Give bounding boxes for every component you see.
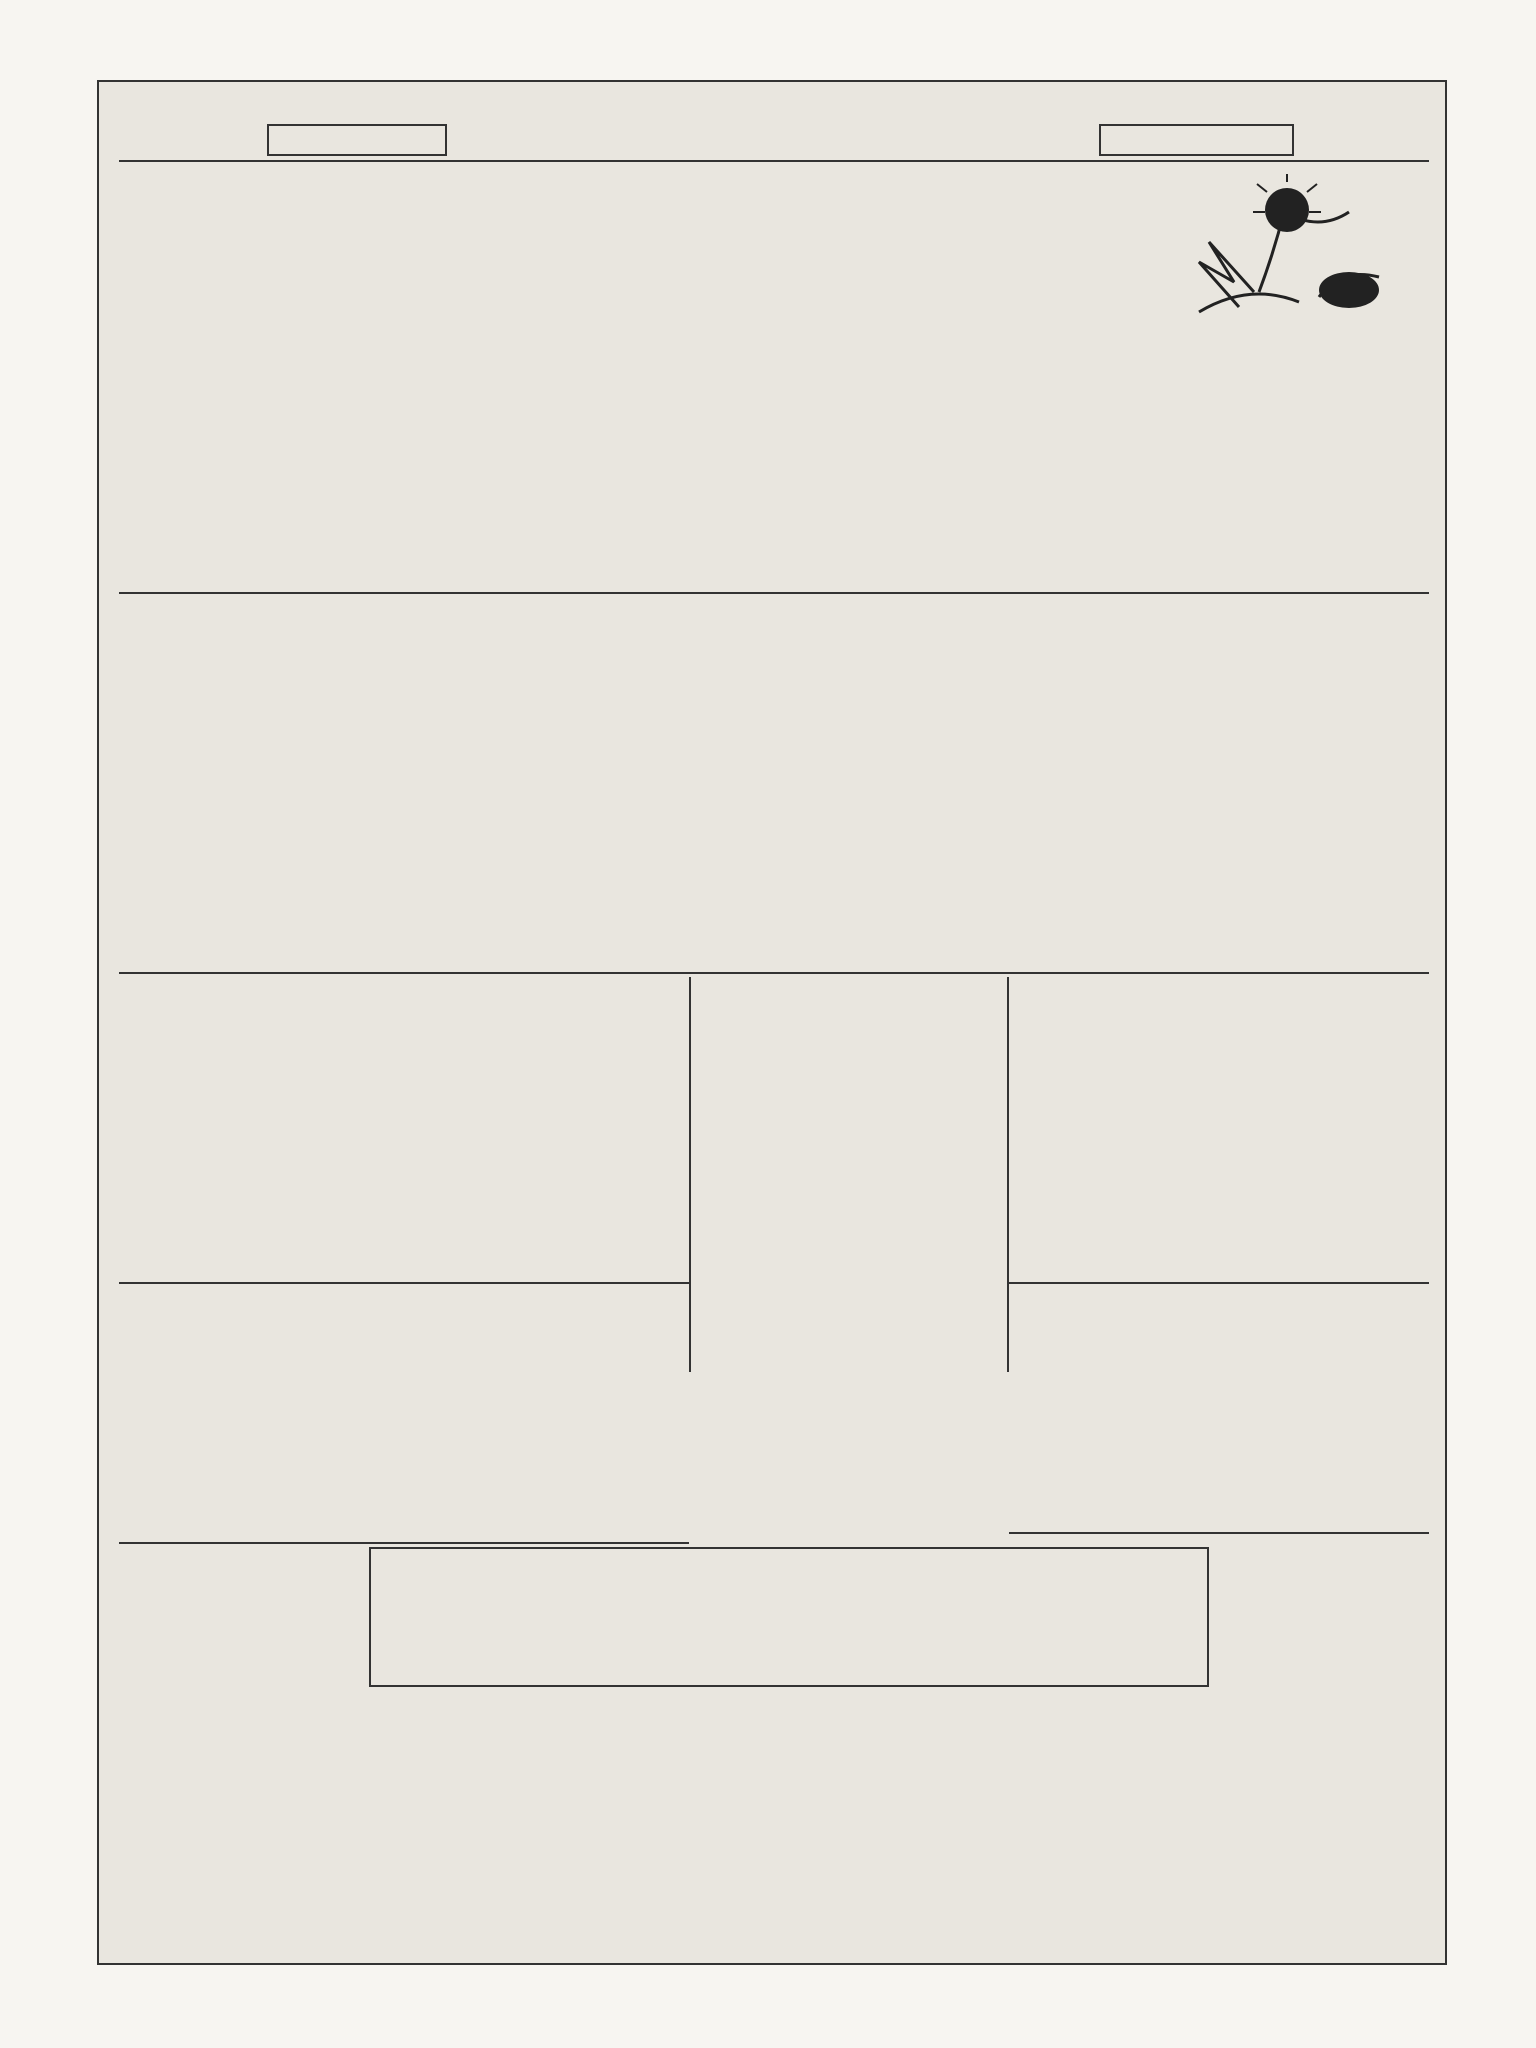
row-rule-2 [119, 972, 1429, 974]
graduation-col-1 [1009, 1287, 1109, 1527]
story-col-6 [1199, 597, 1419, 967]
kiko-col-1 [479, 977, 689, 1277]
story-cont-col-1 [1219, 977, 1419, 1277]
kiko-title [841, 1012, 931, 1362]
notes-col-3 [1214, 1537, 1339, 1717]
kanemasuya-title [1269, 1287, 1319, 1527]
graduation-title [1109, 1287, 1169, 1527]
story-col-4 [339, 172, 549, 587]
story-col-1 [939, 172, 1139, 587]
row-rule-3a [1009, 1282, 1429, 1284]
flower-illustration [1139, 172, 1419, 322]
story-col-8 [799, 597, 999, 967]
right-lower-col-5 [499, 1692, 659, 1932]
notes-col-1 [1329, 1287, 1419, 1487]
story-col-2 [739, 172, 939, 587]
banner-line-1 [371, 1559, 1209, 1609]
right-lower-col-2 [929, 1692, 1079, 1932]
kiko-col-5 [129, 1547, 369, 1727]
story-col-3 [549, 172, 739, 587]
right-lower-col-4 [659, 1692, 799, 1932]
story-col-11 [129, 597, 409, 967]
story-title [1219, 242, 1279, 562]
category-label-1 [1354, 332, 1402, 412]
row-rule-4b [119, 1542, 689, 1544]
notes-col-4 [1259, 1722, 1424, 1962]
category-label-2 [1299, 367, 1347, 447]
story-cont-col-2 [1019, 977, 1219, 1277]
kiko-col-3 [439, 1287, 689, 1537]
banner-line-2 [371, 1615, 1209, 1675]
story-col-9 [619, 597, 799, 967]
right-stamp [1099, 124, 1294, 156]
kiko-author [781, 1177, 815, 1367]
right-lower-col-3 [799, 1692, 929, 1932]
masthead-rule [119, 160, 1429, 162]
newspaper-page [97, 80, 1447, 1965]
notes-col-2 [1339, 1537, 1429, 1717]
kiko-label [941, 997, 989, 1097]
row-rule-4a [1009, 1532, 1429, 1534]
kiko-col-2 [129, 977, 479, 1277]
story-col-10 [409, 597, 619, 967]
story-col-5 [129, 172, 339, 587]
kanemasuya-col-1 [1179, 1287, 1269, 1527]
kiko-col-6 [119, 1732, 499, 1932]
story-author [1169, 372, 1205, 582]
kiko-box [689, 977, 1009, 1372]
kiko-col-4 [129, 1287, 439, 1537]
row-rule-3b [119, 1282, 689, 1284]
row-rule-1 [119, 592, 1429, 594]
story-col-7 [999, 597, 1199, 967]
shoe-banner [369, 1547, 1209, 1687]
right-lower-col-1 [1079, 1692, 1259, 1932]
